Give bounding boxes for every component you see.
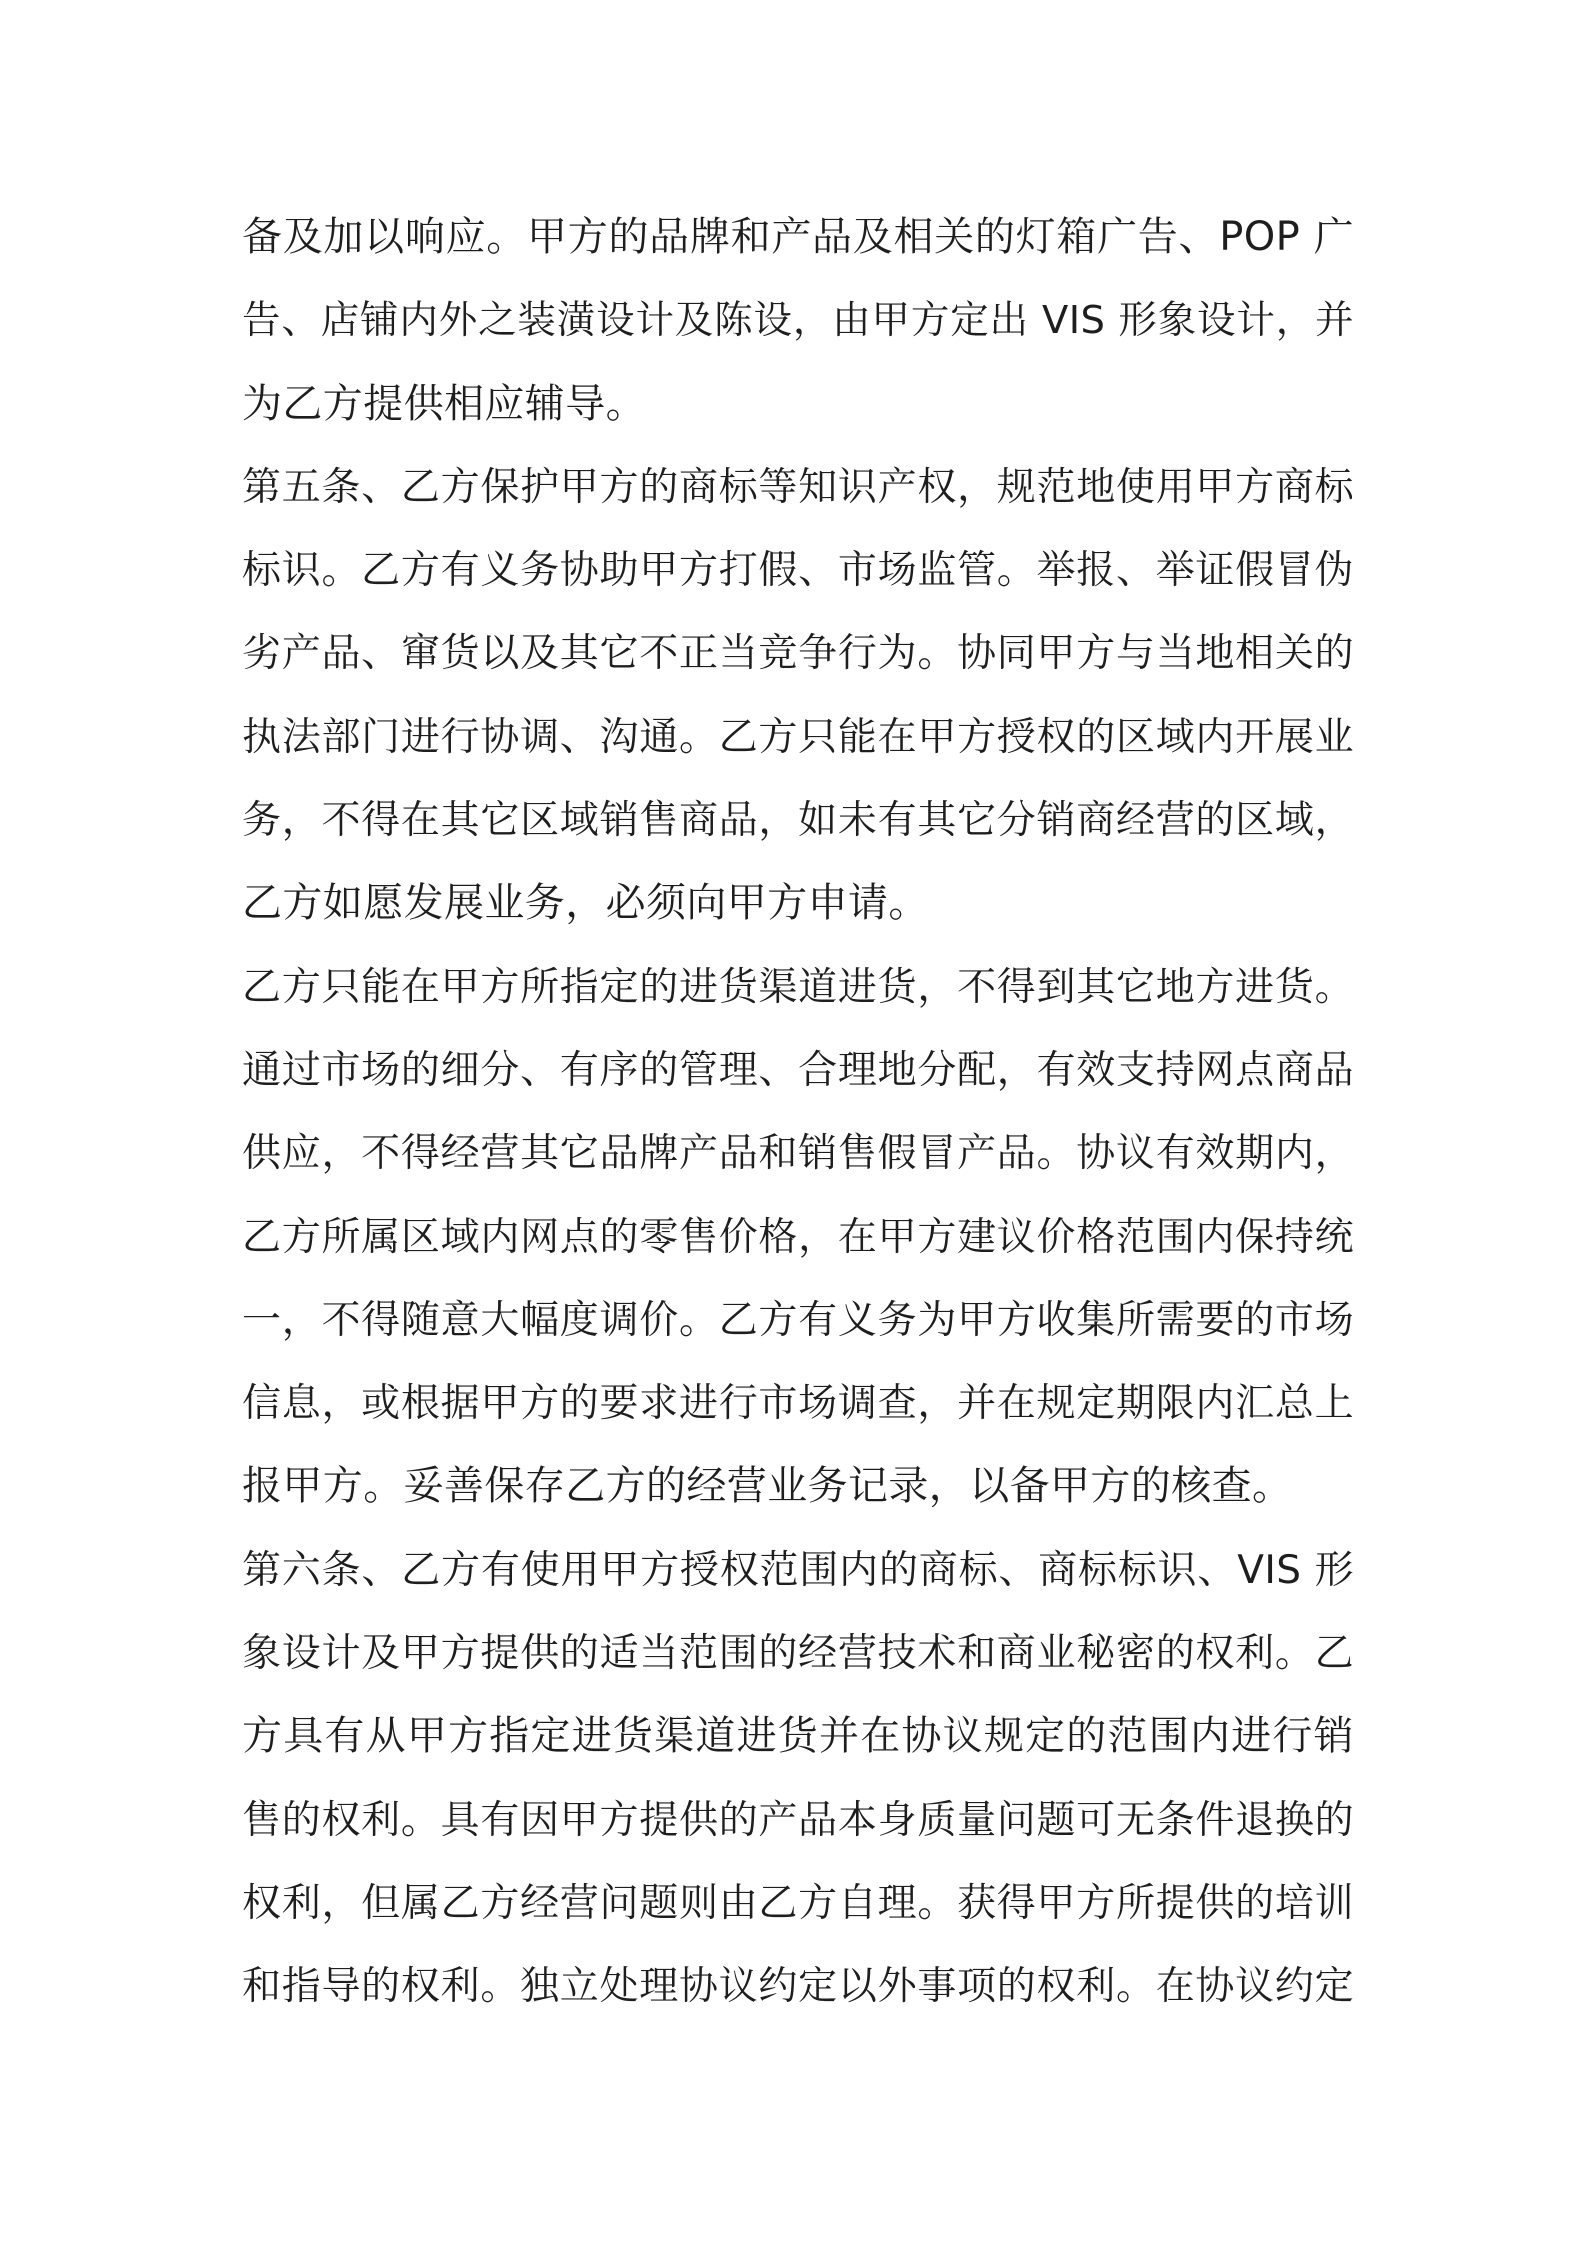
- text-line: 标识。乙方有义务协助甲方打假、市场监管。举报、举证假冒伪: [242, 548, 1354, 594]
- text-line: 和指导的权利。独立处理协议约定以外事项的权利。在协议约定: [242, 1964, 1354, 2010]
- text-line: 第六条、乙方有使用甲方授权范围内的商标、商标标识、VIS 形: [242, 1547, 1354, 1593]
- text-line: 务，不得在其它区域销售商品，如未有其它分销商经营的区域，: [242, 798, 1354, 844]
- document-body: [242, 196, 1354, 2029]
- text-line: 权利，但属乙方经营问题则由乙方自理。获得甲方所提供的培训: [242, 1880, 1354, 1926]
- text-line: 方具有从甲方指定进货渠道进货并在协议规定的范围内进行销: [242, 1713, 1354, 1760]
- text-line: 信息，或根据甲方的要求进行市场调查，并在规定期限内汇总上: [242, 1381, 1354, 1427]
- text-line: 报甲方。妥善保存乙方的经营业务记录，以备甲方的核查。: [242, 1463, 1293, 1510]
- text-line: 一，不得随意大幅度调价。乙方有义务为甲方收集所需要的市场: [242, 1297, 1354, 1343]
- text-line: 第五条、乙方保护甲方的商标等知识产权，规范地使用甲方商标: [242, 464, 1354, 510]
- text-line: 备及加以响应。甲方的品牌和产品及相关的灯箱广告、POP 广: [242, 214, 1354, 260]
- text-line: 通过市场的细分、有序的管理、合理地分配，有效支持网点商品: [242, 1047, 1354, 1093]
- text-line: 为乙方提供相应辅导。: [242, 380, 646, 427]
- text-line: 执法部门进行协调、沟通。乙方只能在甲方授权的区域内开展业: [242, 714, 1354, 760]
- text-line: 供应，不得经营其它品牌产品和销售假冒产品。协议有效期内，: [242, 1131, 1354, 1177]
- text-line: 告、店铺内外之装潢设计及陈设，由甲方定出 VIS 形象设计，并: [242, 298, 1354, 344]
- text-line: 乙方所属区域内网点的零售价格，在甲方建议价格范围内保持统: [242, 1214, 1354, 1260]
- text-line: 象设计及甲方提供的适当范围的经营技术和商业秘密的权利。乙: [242, 1631, 1354, 1677]
- text-line: 劣产品、窜货以及其它不正当竞争行为。协同甲方与当地相关的: [242, 631, 1354, 677]
- text-line: 售的权利。具有因甲方提供的产品本身质量问题可无条件退换的: [242, 1797, 1354, 1843]
- text-line: 乙方如愿发展业务，必须向甲方申请。: [242, 880, 929, 927]
- text-line: 乙方只能在甲方所指定的进货渠道进货，不得到其它地方进货。: [242, 964, 1354, 1010]
